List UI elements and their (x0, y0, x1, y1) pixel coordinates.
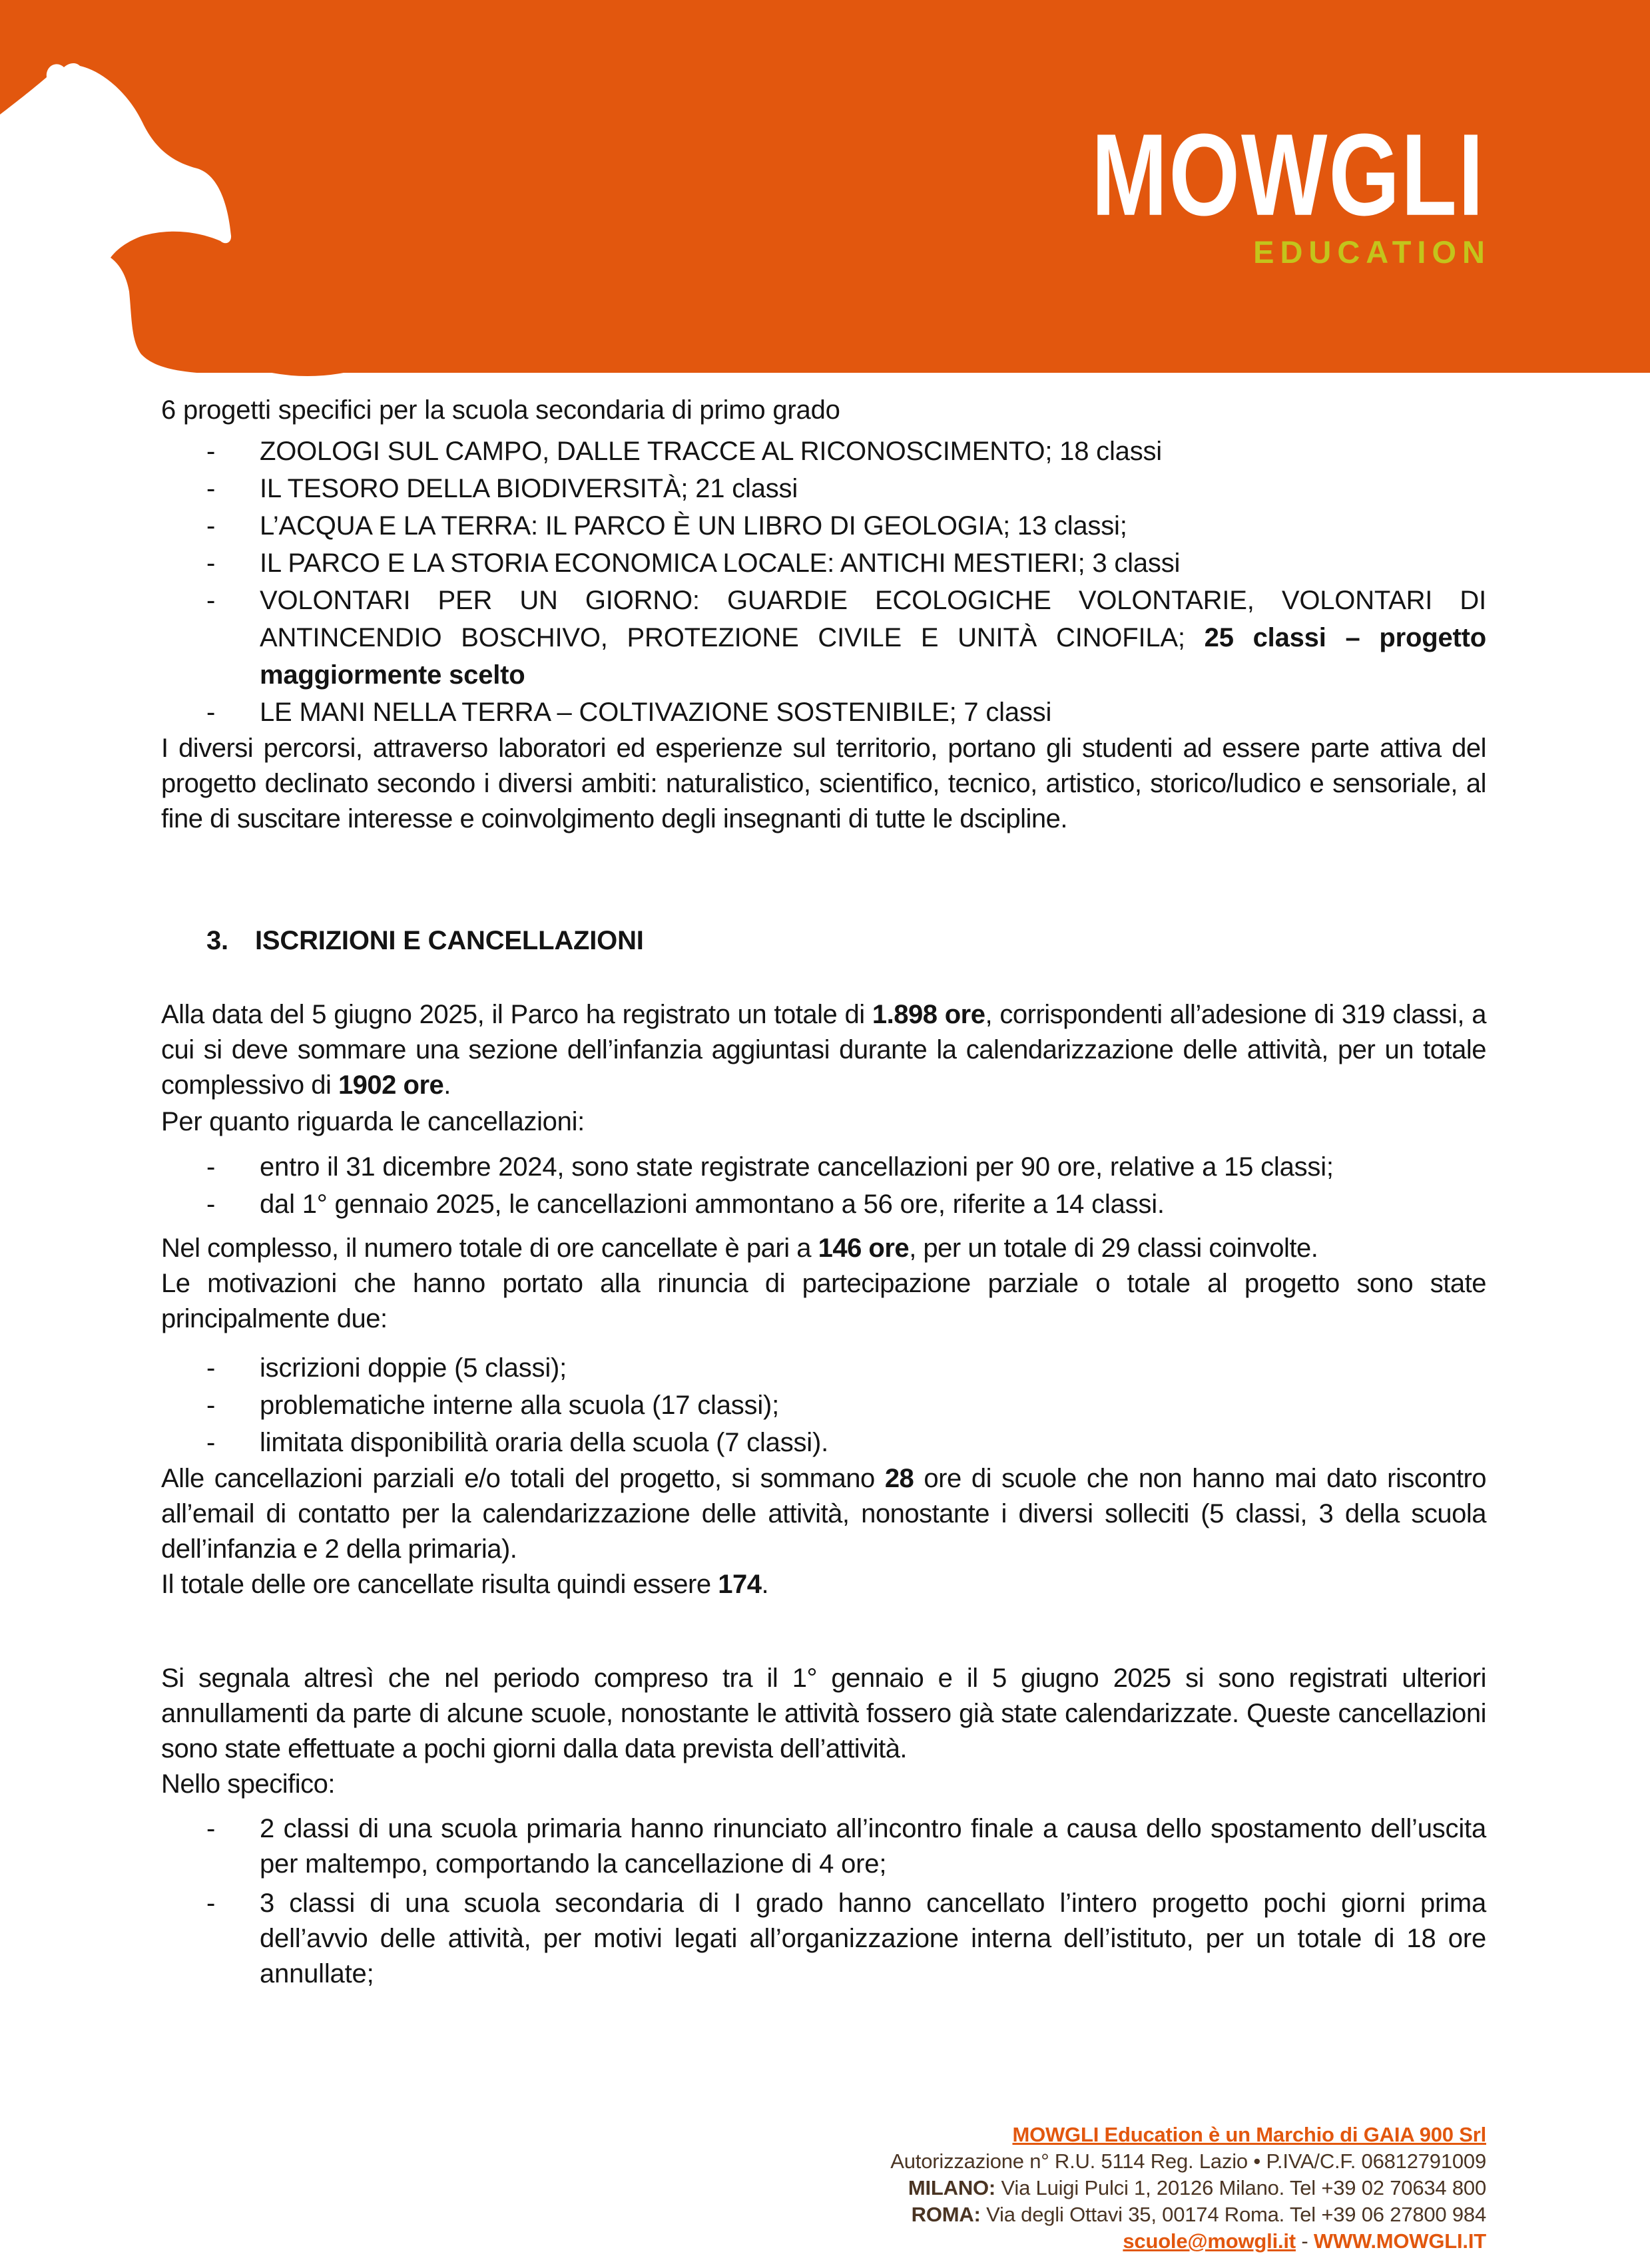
bullet-dash: - (206, 698, 216, 727)
website-link[interactable]: WWW.MOWGLI.IT (1313, 2229, 1486, 2253)
list-item-text: LE MANI NELLA TERRA – COLTIVAZIONE SOSTENIBILE; 7 classi (260, 698, 1052, 727)
bullet-dash: - (206, 1190, 216, 1219)
list-item (161, 470, 1486, 507)
paragraph-alle-cancellazioni: Alle cancellazioni parziali e/o totali del progetto, si sommano 28 ore di scuole che non hanno mai dato riscontro all’email di contatto per la calendarizzazione delle attività, nonostante i diversi solleciti (5 classi, 3 della scuola dell’infanzia e 2 della primaria). (161, 1464, 1487, 1564)
bullet-dash: - (206, 437, 216, 466)
paragraph-nel-complesso: Nel complesso, il numero totale di ore cancellate è pari a 146 ore, per un totale di 29 classi coinvolte. (161, 1234, 1318, 1263)
reasons-list (161, 1349, 1486, 1461)
list-item (161, 433, 1486, 470)
list-item-text: entro il 31 dicembre 2024, sono state registrate cancellazioni per 90 ore, relative a 15 classi; (260, 1152, 1334, 1182)
list-item-text: 3 classi di una scuola secondaria di I grado hanno cancellato l’intero progetto pochi giorni prima dell’avvio delle attività, per motivi legati all’organizzazione interna dell’istituto, per un totale di 18 ore annullate; (260, 1889, 1486, 1988)
list-item-text: IL PARCO E LA STORIA ECONOMICA LOCALE: ANTICHI MESTIERI; 3 classi (260, 549, 1181, 578)
brand-logo (1083, 109, 1491, 270)
list-item-text: VOLONTARI PER UN GIORNO: GUARDIE ECOLOGICHE VOLONTARIE, VOLONTARI DI ANTINCENDIO BOSCHIVO, PROTEZIONE CIVILE E UNITÀ CINOFILA; 25 classi – progetto maggiormente scelto (260, 586, 1486, 690)
footer-milano-line: MILANO: Via Luigi Pulci 1, 20126 Milano. Tel +39 02 70634 800 (908, 2176, 1486, 2199)
list-item-text: 2 classi di una scuola primaria hanno rinunciato all’incontro finale a causa dello spostamento dell’uscita per maltempo, comportando la cancellazione di 4 ore; (260, 1814, 1486, 1879)
list-item (161, 1148, 1486, 1186)
email-link[interactable]: scuole@mowgli.it (1123, 2229, 1296, 2253)
list-item-text: dal 1° gennaio 2025, le cancellazioni ammontano a 56 ore, riferite a 14 classi. (260, 1190, 1165, 1219)
list-item-text: IL TESORO DELLA BIODIVERSITÀ; 21 classi (260, 474, 798, 503)
bullet-dash: - (206, 511, 216, 541)
paragraph-alla-data: Alla data del 5 giugno 2025, il Parco ha registrato un totale di 1.898 ore, corrispondenti all’adesione di 319 classi, a cui si deve sommare una sezione dell’infanzia aggiuntasi durante la calendarizzazione delle attività, per un totale complessivo di 1902 ore. (161, 1000, 1486, 1100)
bullet-dash: - (206, 1428, 216, 1457)
paragraph-totale: Il totale delle ore cancellate risulta quindi essere 174. (161, 1570, 769, 1599)
paragraph-si-segnala: Si segnala altresì che nel periodo compreso tra il 1° gennaio e il 5 giugno 2025 si sono registrati ulteriori annullamenti da parte di alcune scuole, nonostante le attività fossero già state calendarizzate. Queste cancellazioni sono state effettuate a pochi giorni dalla data prevista dell’attività. (161, 1664, 1486, 1763)
section-title: ISCRIZIONI E CANCELLAZIONI (255, 926, 644, 955)
list-item (161, 582, 1486, 694)
list-item-text: iscrizioni doppie (5 classi); (260, 1353, 567, 1383)
list-item (161, 1387, 1486, 1424)
brand-subtitle: EDUCATION (1253, 234, 1491, 270)
footer-contacts-line (890, 2228, 1486, 2255)
projects-list (161, 433, 1486, 731)
document-body (0, 381, 1650, 1992)
bullet-dash: - (206, 1152, 216, 1182)
footer-separator: - (1295, 2229, 1314, 2253)
list-item-text: L’ACQUA E LA TERRA: IL PARCO È UN LIBRO DI GEOLOGIA; 13 classi; (260, 511, 1127, 541)
specifics-list (161, 1811, 1486, 1992)
list-item-text: limitata disponibilità oraria della scuola (7 classi). (260, 1428, 829, 1457)
paragraph-block (161, 1661, 1486, 1802)
header-band (0, 0, 1650, 381)
paragraph-per-quanto: Per quanto riguarda le cancellazioni: (161, 1107, 585, 1136)
bullet-dash: - (206, 586, 216, 615)
list-item (161, 507, 1486, 545)
cancellations-list (161, 1148, 1486, 1223)
list-item (161, 1349, 1486, 1387)
list-item-text: ZOOLOGI SUL CAMPO, DALLE TRACCE AL RICONOSCIMENTO; 18 classi (260, 437, 1162, 466)
list-item (161, 1886, 1486, 1992)
bullet-dash: - (206, 549, 216, 578)
list-item (161, 1424, 1486, 1461)
bullet-dash: - (206, 474, 216, 503)
list-item-text: problematiche interne alla scuola (17 classi); (260, 1391, 780, 1420)
paragraph-motivazioni: Le motivazioni che hanno portato alla rinuncia di partecipazione parziale o totale al progetto sono state principalmente due: (161, 1269, 1486, 1333)
bullet-dash: - (206, 1353, 216, 1383)
footer (890, 2122, 1486, 2255)
section-number: 3. (206, 926, 228, 955)
paragraph-nello-specifico: Nello specifico: (161, 1769, 336, 1799)
paragraph-percorsi: I diversi percorsi, attraverso laboratori ed esperienze sul territorio, portano gli studenti ad essere parte attiva del progetto declinato secondo i diversi ambiti: naturalistico, scientifico, tecnico, artistico, storico/ludico e sensoriale, al fine di suscitare interesse e coinvolgimento degli insegnanti di tutte le dscipline. (161, 734, 1486, 833)
footer-roma-line: ROMA: Via degli Ottavi 35, 00174 Roma. Tel +39 06 27800 984 (911, 2203, 1486, 2226)
footer-brand-line: MOWGLI Education è un Marchio di GAIA 900 Srl (1012, 2123, 1486, 2146)
list-item (161, 1811, 1486, 1882)
paragraph-block (161, 1231, 1486, 1337)
bullet-dash: - (206, 1814, 216, 1843)
section-heading (161, 926, 1486, 956)
list-item (161, 1186, 1486, 1223)
footer-authorization-line: Autorizzazione n° R.U. 5114 Reg. Lazio • P.IVA/C.F. 06812791009 (890, 2150, 1486, 2173)
list-item (161, 694, 1486, 731)
list-item (161, 545, 1486, 582)
bullet-dash: - (206, 1889, 216, 1918)
bullet-dash: - (206, 1391, 216, 1420)
intro-line: 6 progetti specifici per la scuola secondaria di primo grado (161, 395, 840, 425)
brand-wordmark: MOWGLI (1091, 109, 1485, 240)
